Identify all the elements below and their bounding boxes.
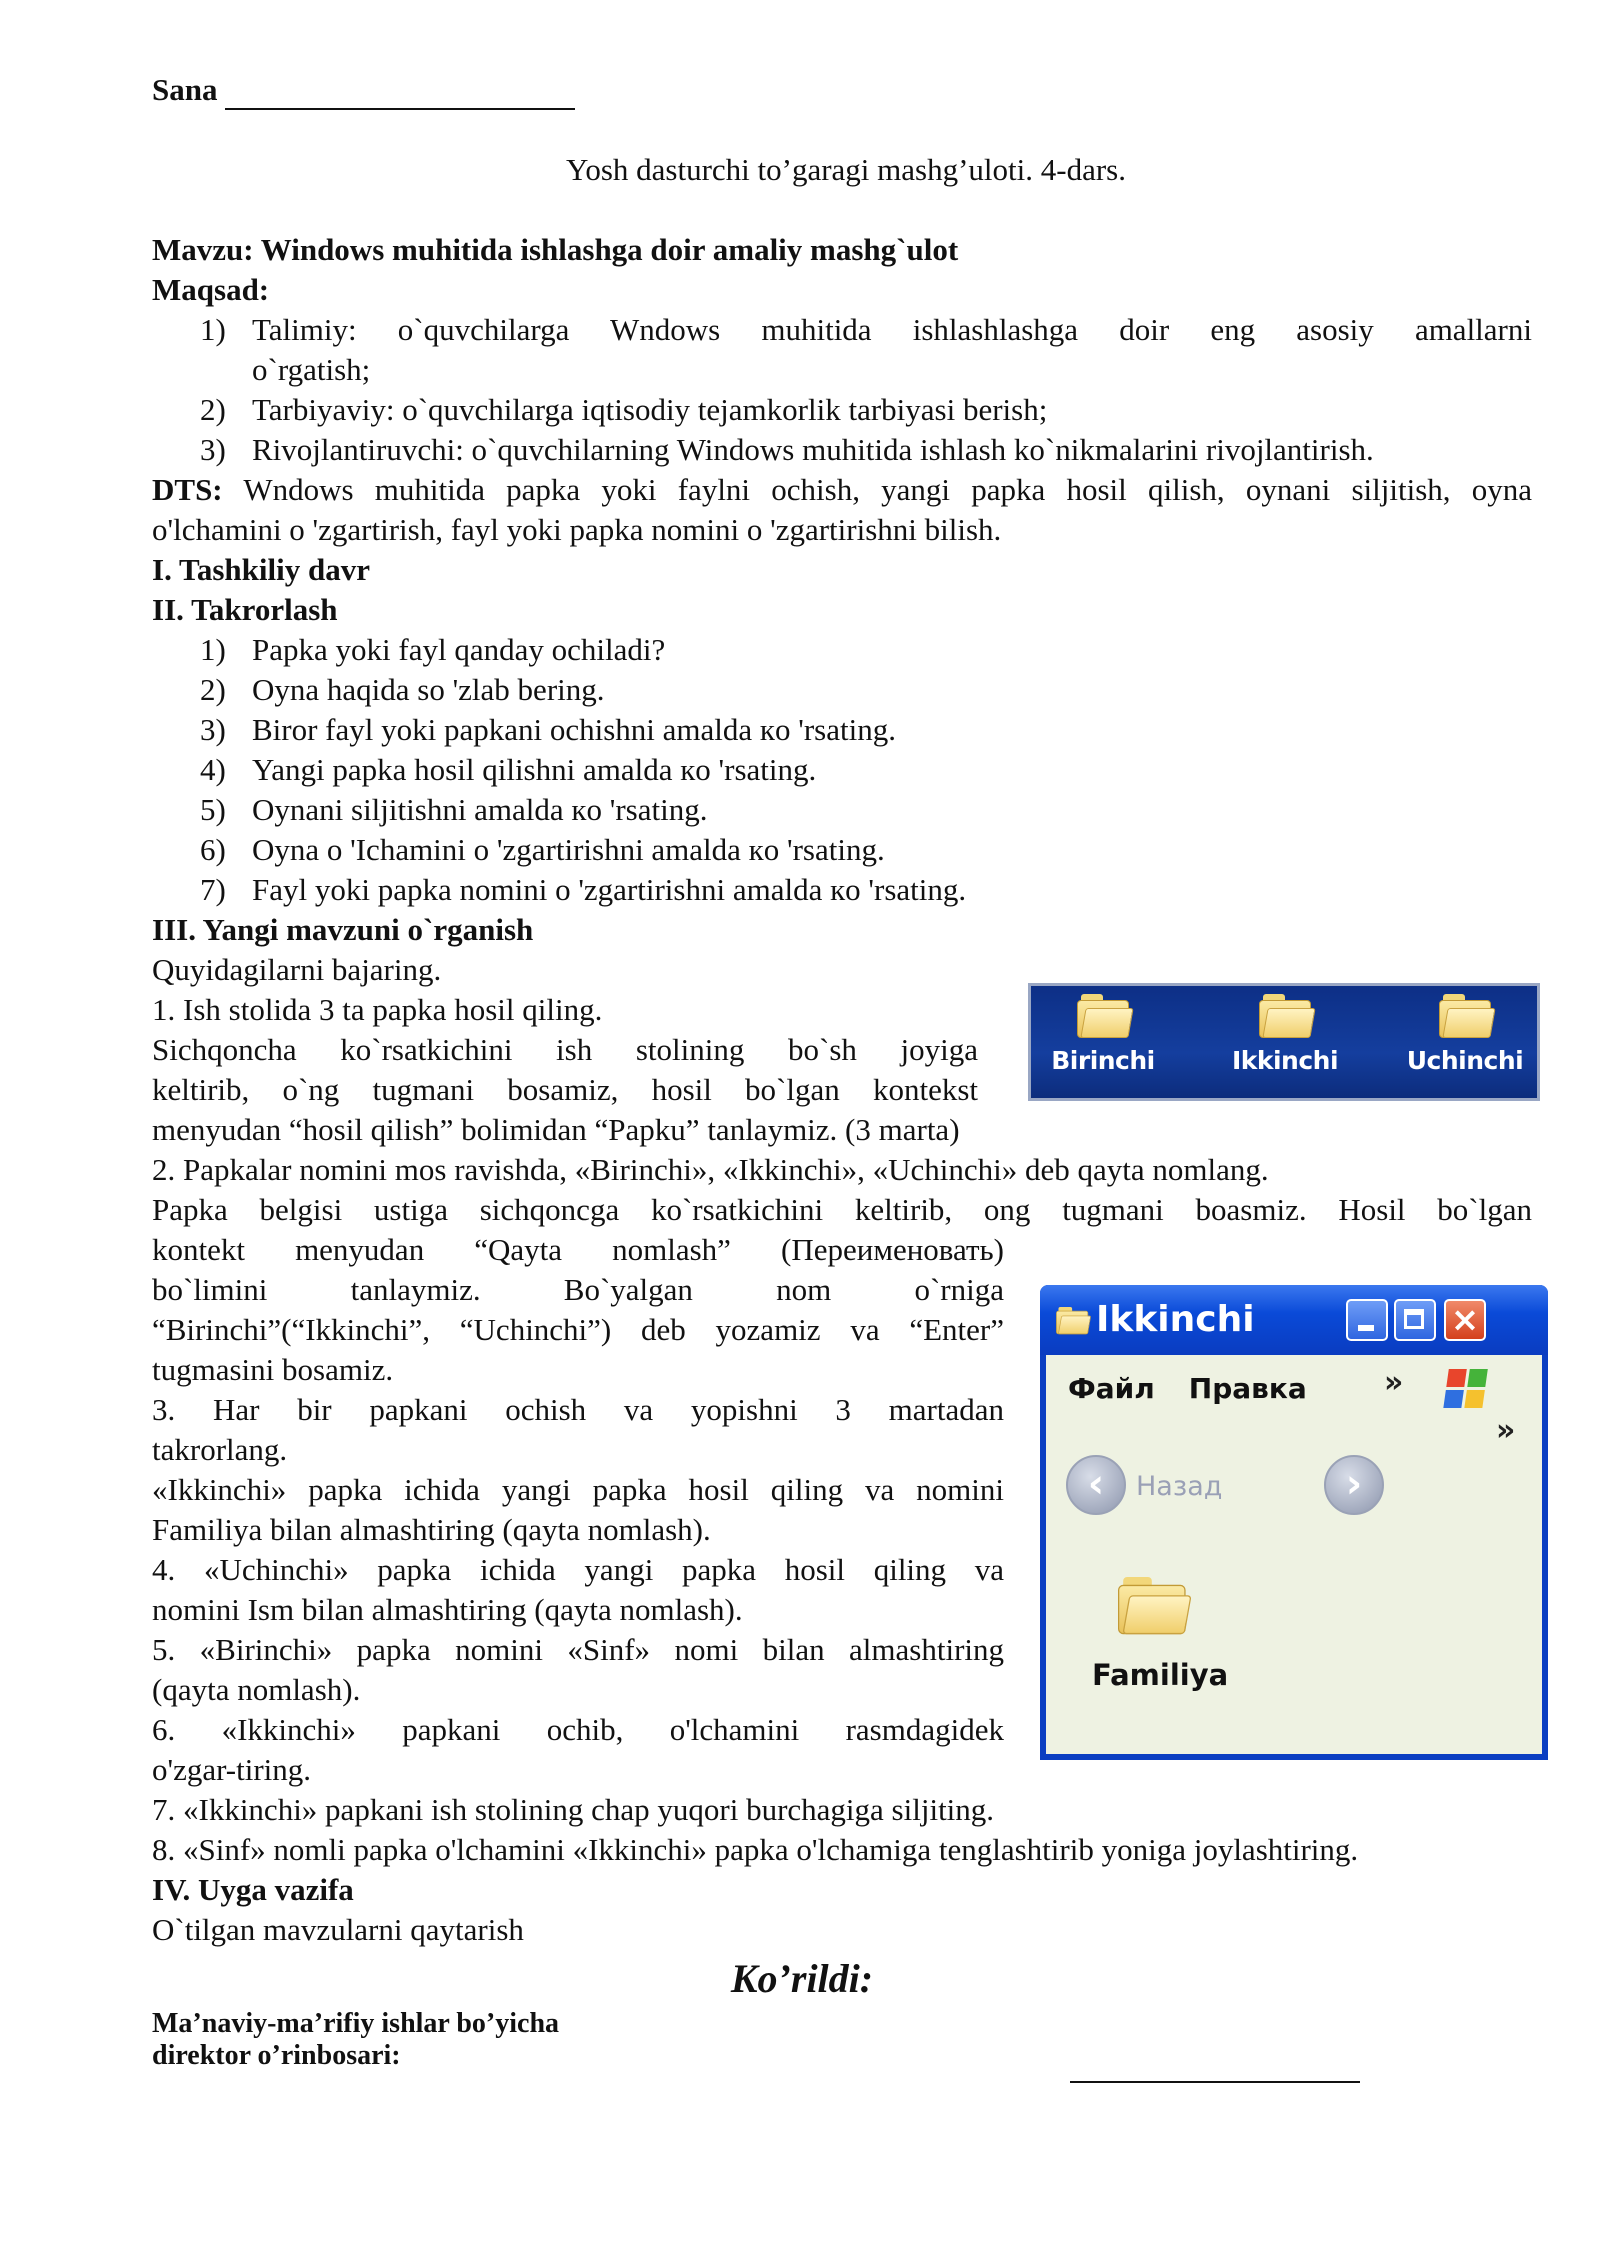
question-list xyxy=(152,630,1532,910)
goal-item: 3) Rivojlantiruvchi: o`quvchilarning Windows muhitida ishlash ko`nikmalarini rivojlantirish. xyxy=(200,432,1374,467)
task-line: (qayta nomlash). xyxy=(152,1672,361,1707)
task-line: 7. «Ikkinchi» papkani ish stolining chap yuqori burchagiga siljiting. xyxy=(152,1792,995,1827)
signature-blank-line xyxy=(1070,2081,1360,2083)
folder-label: Uchinchi xyxy=(1406,1046,1524,1075)
question-item: 2) Oyna haqida so 'zlab bering. xyxy=(200,672,605,707)
task-line: tugmasini bosamiz. xyxy=(152,1352,394,1387)
task-line: kontekt menyudan “Qayta nomlash” (Переименовать) xyxy=(152,1232,1004,1267)
task-line: “Birinchi”(“Ikkinchi”, “Uchinchi”) deb yozamiz va “Enter” xyxy=(152,1312,1004,1347)
task-line: 4. «Uchinchi» papka ichida yangi papka hosil qiling va xyxy=(152,1552,1004,1587)
task-line: 1. Ish stolida 3 ta papka hosil qiling. xyxy=(152,992,603,1027)
goal-item: 1) Talimiy: o`quvchilarga Wndows muhitida ishlashlashga doir eng asosiy amallarni o`rgatish; xyxy=(200,312,1532,387)
windows-logo-icon xyxy=(1443,1369,1489,1409)
dts-label: DTS: xyxy=(152,472,223,507)
folder-icon xyxy=(1077,994,1129,1038)
folder-icon xyxy=(1439,994,1491,1038)
close-button[interactable] xyxy=(1444,1299,1486,1341)
folder-icon[interactable] xyxy=(1118,1577,1186,1634)
homework-text: O`tilgan mavzularni qaytarish xyxy=(152,1912,524,1947)
question-item: 1) Papka yoki fayl qanday ochiladi? xyxy=(200,632,666,667)
desktop-folder[interactable] xyxy=(1395,994,1535,1076)
goal-item: 2) Tarbiyaviy: o`quvchilarga iqtisodiy tejamkorlik tarbiyasi berish; xyxy=(200,392,1048,427)
dts-line-2: o'lchamini o 'zgartirish, fayl yoki papka nomini o 'zgartirishni bilish. xyxy=(152,512,1002,547)
toolbar-chevron-icon[interactable]: » xyxy=(1496,1413,1516,1448)
task-line: Sichqoncha ko`rsatkichini ish stolining bo`sh joyiga xyxy=(152,1032,978,1067)
window-titlebar[interactable] xyxy=(1040,1285,1548,1355)
date-label: Sana xyxy=(152,72,218,107)
maximize-button[interactable] xyxy=(1394,1299,1436,1341)
dts-line-1: DTS: Wndows muhitida papka yoki faylni ochish, yangi papka hosil qilish, oynani siljitish, oyna xyxy=(152,472,1532,507)
goal-list xyxy=(152,310,1532,470)
desktop-folder[interactable] xyxy=(1215,994,1355,1076)
question-item: 7) Fayl yoki papka nomini o 'zgartirishni amalda кo 'rsating. xyxy=(200,872,967,907)
task-line: Familiya bilan almashtiring (qayta nomlash). xyxy=(152,1512,711,1547)
signature-line-2: direktor o’rinbosari: xyxy=(152,2040,401,2071)
task-line: Quyidagilarni bajaring. xyxy=(152,952,442,987)
task-line: nomini Ism bilan almashtiring (qayta nomlash). xyxy=(152,1592,743,1627)
task-line: «Ikkinchi» papka ichida yangi papka hosil qiling va nomini xyxy=(152,1472,1004,1507)
desktop-folder[interactable] xyxy=(1033,994,1173,1076)
explorer-window-image xyxy=(1040,1285,1548,1760)
reviewed-label: Ko’rildi: xyxy=(730,1956,874,2001)
close-icon: × xyxy=(1450,1300,1480,1340)
desktop-folders-image xyxy=(1028,983,1540,1101)
task-line: 6. «Ikkinchi» papkani ochib, o'lchamini rasmdagidek xyxy=(152,1712,1004,1747)
section-new-topic: III. Yangi mavzuni o`rganish xyxy=(152,912,534,947)
task-line: menyudan “hosil qilish” bolimidan “Papku” tanlaymiz. (3 marta) xyxy=(152,1112,960,1147)
goal-heading: Maqsad: xyxy=(152,272,270,307)
question-item: 3) Biror fayl yoki papkani ochishni amalda кo 'rsating. xyxy=(200,712,896,747)
section-organizational: I. Tashkiliy davr xyxy=(152,552,370,587)
folder-label: Ikkinchi xyxy=(1231,1046,1339,1075)
forward-arrow-icon[interactable]: › xyxy=(1324,1455,1384,1515)
task-line: 3. Har bir papkani ochish va yopishni 3 martadan xyxy=(152,1392,1004,1427)
signature-line-1: Ma’naviy-ma’rifiy ishlar bo’yicha xyxy=(152,2008,560,2039)
menu-bar xyxy=(1068,1369,1341,1409)
task-line: 5. «Birinchi» papka nomini «Sinf» nomi bilan almashtiring xyxy=(152,1632,1004,1667)
task-line: o'zgar-tiring. xyxy=(152,1752,312,1787)
minimize-button[interactable] xyxy=(1346,1299,1388,1341)
section-review: II. Takrorlash xyxy=(152,592,338,627)
task-line: Papka belgisi ustiga sichqoncga ko`rsatkichini keltirib, ong tugmani boasmiz. Hosil bo`lgan xyxy=(152,1192,1532,1227)
folder-icon xyxy=(1056,1307,1088,1334)
lesson-title: Yosh dasturchi to’garagi mashg’uloti. 4-dars. xyxy=(566,152,1126,187)
task-line: takrorlang. xyxy=(152,1432,288,1467)
window-client-area xyxy=(1046,1355,1542,1754)
task-line: 2. Papkalar nomini mos ravishda, «Birinchi», «Ikkinchi», «Uchinchi» deb qayta nomlang. xyxy=(152,1152,1269,1187)
task-line: bo`limini tanlaymiz. Bo`yalgan nom o`rniga xyxy=(152,1272,1004,1307)
question-item: 6) Oyna o 'Ichamini o 'zgartirishni amalda кo 'rsating. xyxy=(200,832,885,867)
task-line: 8. «Sinf» nomli papka o'lchamini «Ikkinchi» papka o'lchamiga tenglashtirib yoniga joylashtiring. xyxy=(152,1832,1359,1867)
date-blank-line xyxy=(225,78,575,110)
folder-icon xyxy=(1259,994,1311,1038)
folder-label: Birinchi xyxy=(1051,1046,1155,1075)
section-homework: IV. Uyga vazifa xyxy=(152,1872,354,1907)
topic: Mavzu: Windows muhitida ishlashga doir amaliy mashg`ulot xyxy=(152,232,959,267)
menu-chevron-icon[interactable]: » xyxy=(1384,1365,1404,1400)
folder-label: Familiya xyxy=(1092,1658,1229,1692)
back-label: Назад xyxy=(1136,1471,1223,1502)
task-line: keltirib, o`ng tugmani bosamiz, hosil bo`lgan kontekst xyxy=(152,1072,978,1107)
menu-edit[interactable]: Правка xyxy=(1188,1372,1307,1405)
window-title: Ikkinchi xyxy=(1096,1299,1255,1340)
date-row xyxy=(152,70,1532,110)
question-item: 4) Yangi papka hosil qilishni amalda кo 'rsating. xyxy=(200,752,817,787)
question-item: 5) Oynani siljitishni amalda кo 'rsating. xyxy=(200,792,708,827)
back-arrow-icon[interactable]: ‹ xyxy=(1066,1455,1126,1515)
menu-file[interactable]: Файл xyxy=(1068,1372,1155,1405)
